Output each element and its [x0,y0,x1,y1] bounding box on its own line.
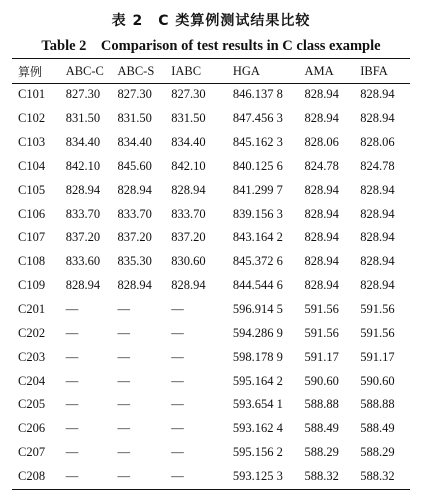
table-row [12,417,410,441]
cell-hga: 844.544 6 [232,278,283,293]
cell-abc-c: — [65,349,79,364]
cell-abc-c: 833.70 [65,206,101,221]
cell-iabc: — [171,325,184,340]
header-cell-iabc: IABC [171,63,202,78]
results-table [12,59,410,488]
cell-hga: 593.654 1 [232,397,283,412]
table-row [12,345,410,369]
cell-ama: 591.56 [304,302,339,317]
table-caption-chinese: 表 2 C 类算例测试结果比较 [111,13,311,29]
cell-iabc: 828.94 [171,278,206,293]
cell-abc-c: — [65,421,79,436]
cell-abc-c: 827.30 [65,87,101,102]
cell-example-id: C104 [18,158,46,173]
cell-iabc: 827.30 [171,87,206,102]
cell-example-id: C201 [18,302,46,317]
cell-abc-s: 828.94 [117,182,152,197]
cell-abc-s: — [117,349,130,364]
cell-abc-c: — [65,302,79,317]
header-cell-hga: HGA [232,63,260,78]
cell-hga: 594.286 9 [232,325,283,340]
cell-ama: 828.94 [304,182,339,197]
cell-ama: 590.60 [304,373,339,388]
cell-abc-c: — [65,397,79,412]
cell-ama: 588.49 [304,421,339,436]
bottom-rule [12,489,410,490]
cell-abc-c: 842.10 [65,158,101,173]
cell-abc-c: — [65,445,79,460]
table-row [12,107,410,131]
table-body [12,83,410,488]
cell-ibfa: 828.94 [360,230,395,245]
cell-ibfa: 828.94 [360,182,395,197]
cell-ama: 828.94 [304,206,339,221]
cell-ibfa: 828.94 [360,87,395,102]
table-row [12,155,410,179]
cell-abc-s: — [117,445,130,460]
cell-hga: 845.162 3 [232,135,283,150]
cell-iabc: — [171,445,184,460]
cell-iabc: 837.20 [171,230,206,245]
cell-hga: 843.164 2 [232,230,283,245]
cell-abc-s: 828.94 [117,278,152,293]
cell-abc-s: — [117,302,130,317]
table-row [12,321,410,345]
cell-example-id: C101 [18,87,46,102]
cell-abc-s: — [117,468,130,483]
cell-abc-s: 831.50 [117,111,152,126]
cell-ibfa: 591.56 [360,325,395,340]
cell-hga: 595.164 2 [232,373,283,388]
cell-example-id: C102 [18,111,46,126]
table-caption-english: Table 2 Comparison of test results in C class example [41,38,381,54]
cell-example-id: C208 [18,468,46,483]
cell-ibfa: 588.88 [360,397,395,412]
cell-ibfa: 588.49 [360,421,395,436]
cell-ama: 828.94 [304,111,339,126]
cell-ama: 588.32 [304,468,339,483]
table-row [12,178,410,202]
cell-example-id: C106 [18,206,46,221]
cell-hga: 595.156 2 [232,445,283,460]
cell-abc-s: 837.20 [117,230,152,245]
cell-ibfa: 588.29 [360,445,395,460]
cell-hga: 841.299 7 [232,182,283,197]
cell-abc-c: — [65,325,79,340]
cell-example-id: C204 [18,373,46,388]
cell-abc-s: 835.30 [117,254,152,269]
cell-example-id: C107 [18,230,46,245]
header-cell-ibfa: IBFA [360,63,388,78]
cell-iabc: 834.40 [171,135,206,150]
cell-example-id: C103 [18,135,46,150]
cell-iabc: 830.60 [171,254,206,269]
header-cell-abc-s: ABC-S [117,63,155,78]
table-row [12,465,410,489]
cell-abc-c: — [65,468,79,483]
cell-ama: 828.94 [304,230,339,245]
cell-ibfa: 828.94 [360,206,395,221]
cell-ama: 824.78 [304,158,339,173]
cell-abc-s: — [117,325,130,340]
cell-abc-s: — [117,397,130,412]
cell-iabc: — [171,349,184,364]
cell-example-id: C108 [18,254,46,269]
cell-ibfa: 828.06 [360,135,395,150]
cell-iabc: — [171,468,184,483]
table-row [12,226,410,250]
cell-ama: 828.94 [304,278,339,293]
cell-hga: 847.456 3 [232,111,283,126]
cell-abc-c: — [65,373,79,388]
cell-iabc: — [171,421,184,436]
table-row [12,250,410,274]
cell-hga: 845.372 6 [232,254,283,269]
cell-ama: 828.06 [304,135,339,150]
cell-example-id: C202 [18,325,46,340]
cell-ibfa: 591.17 [360,349,395,364]
cell-ibfa: 590.60 [360,373,395,388]
cell-ama: 588.29 [304,445,339,460]
cell-abc-c: 831.50 [65,111,101,126]
cell-ibfa: 828.94 [360,278,395,293]
table-row [12,298,410,322]
cell-abc-s: 833.70 [117,206,152,221]
cell-ibfa: 588.32 [360,468,395,483]
cell-ibfa: 591.56 [360,302,395,317]
cell-abc-c: 828.94 [65,278,101,293]
cell-ama: 828.94 [304,254,339,269]
cell-example-id: C205 [18,397,46,412]
cell-hga: 840.125 6 [232,158,283,173]
cell-iabc: 831.50 [171,111,206,126]
header-row [12,59,410,83]
cell-ama: 591.17 [304,349,339,364]
cell-ama: 588.88 [304,397,339,412]
cell-hga: 593.162 4 [232,421,283,436]
cell-iabc: — [171,373,184,388]
cell-example-id: C206 [18,421,46,436]
table-row [12,202,410,226]
table-row [12,441,410,465]
cell-ibfa: 824.78 [360,158,395,173]
cell-example-id: C207 [18,445,46,460]
cell-ibfa: 828.94 [360,111,395,126]
cell-ama: 591.56 [304,325,339,340]
cell-iabc: — [171,302,184,317]
cell-example-id: C105 [18,182,46,197]
cell-abc-s: 834.40 [117,135,152,150]
cell-iabc: — [171,397,184,412]
cell-abc-s: 845.60 [117,158,152,173]
header-cell-example: 算例 [18,64,43,79]
header-cell-ama: AMA [304,63,334,78]
cell-abc-c: 834.40 [65,135,101,150]
cell-iabc: 833.70 [171,206,206,221]
cell-hga: 846.137 8 [232,87,283,102]
cell-iabc: 842.10 [171,158,206,173]
cell-ama: 828.94 [304,87,339,102]
cell-abc-s: 827.30 [117,87,152,102]
cell-abc-s: — [117,373,130,388]
table-row [12,369,410,393]
table-row [12,393,410,417]
cell-iabc: 828.94 [171,182,206,197]
cell-hga: 593.125 3 [232,468,283,483]
header-cell-abc-c: ABC-C [65,63,104,78]
table-row [12,131,410,155]
cell-example-id: C109 [18,278,46,293]
cell-abc-c: 828.94 [65,182,101,197]
cell-hga: 839.156 3 [232,206,283,221]
cell-abc-s: — [117,421,130,436]
cell-abc-c: 837.20 [65,230,101,245]
cell-abc-c: 833.60 [65,254,101,269]
cell-ibfa: 828.94 [360,254,395,269]
cell-example-id: C203 [18,349,46,364]
table-row [12,83,410,107]
cell-hga: 596.914 5 [232,302,283,317]
cell-hga: 598.178 9 [232,349,283,364]
table-row [12,274,410,298]
